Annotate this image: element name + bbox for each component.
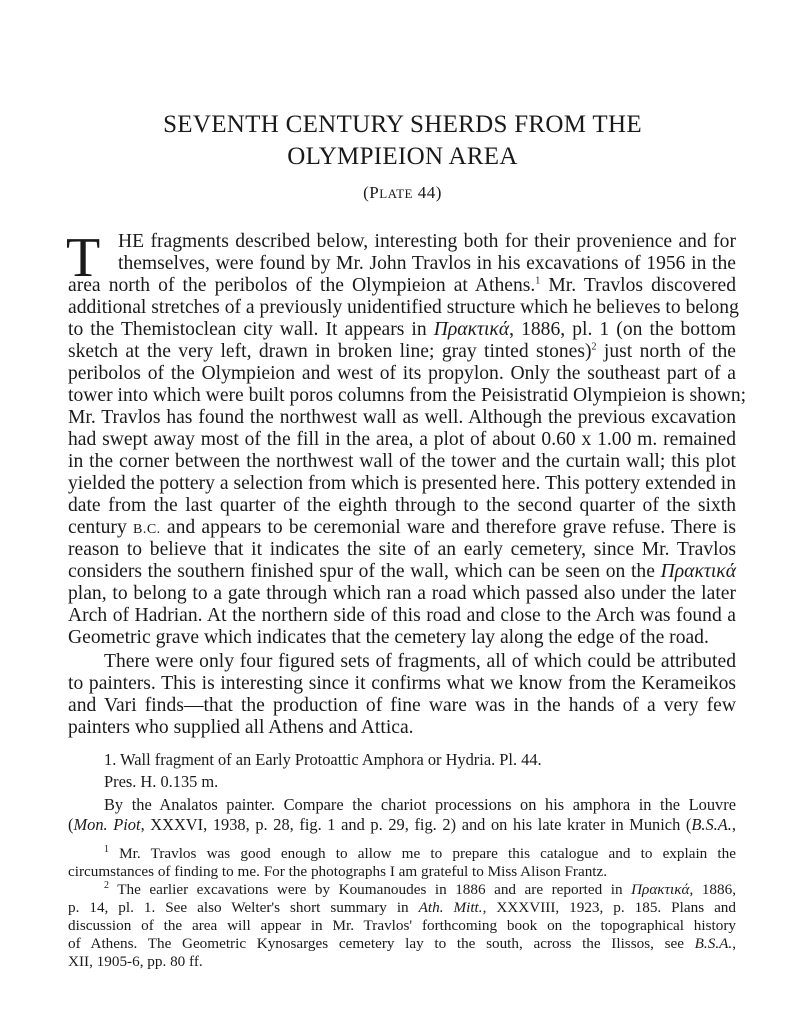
- journal-title: B.S.A.: [694, 935, 733, 952]
- text-run: of Athens. The Geometric Kynosarges cemetery lay to the south, across the Ilissos, see: [68, 935, 695, 952]
- greek-citation: Πρακτικά: [660, 561, 736, 582]
- plate-open: (P: [363, 183, 380, 202]
- era-abbrev: B.C.: [132, 522, 161, 537]
- text-run: ,: [731, 815, 736, 834]
- catalogue-item: 1. Wall fragment of an Early Protoattic Amphora or Hydria. Pl. 44.: [104, 750, 542, 769]
- catalogue-dimension: Pres. H. 0.135 m.: [104, 772, 219, 791]
- body-line: yielded the pottery a selection from which is presented here. This pottery extended in: [68, 473, 736, 494]
- body-line: additional stretches of a previously unidentified structure which he believes to belong: [68, 297, 739, 318]
- body-line: date from the last quarter of the eighth through to the second quarter of the sixth: [68, 495, 736, 516]
- body-line: had swept away most of the fill in the area, a plot of about 0.60 x 1.00 m. remained: [68, 429, 736, 450]
- journal-title: B.S.A.: [691, 815, 732, 834]
- catalogue-line: By the Analatos painter. Compare the chariot processions on his amphora in the Louvre: [104, 795, 736, 814]
- text-run: Mr. Travlos was good enough to allow me to prepare this catalogue and to explain the: [109, 845, 736, 862]
- body-line: [68, 319, 736, 341]
- footnote-ref[interactable]: 1: [535, 275, 541, 287]
- footnote-line: [104, 881, 736, 899]
- footnote-line: discussion of the area will appear in Mr. Travlos' forthcoming book on the topographical history: [68, 917, 736, 934]
- body-line: in the corner between the northwest wall of the tower and the curtain wall; this plot: [68, 451, 736, 472]
- text-run: , XXXVIII, 1923, p. 185. Plans and: [482, 899, 736, 916]
- body-line: Arch of Hadrian. At the northern side of this road and close to the Arch was found a: [68, 605, 736, 626]
- text-run: , 1886, pl. 1 (on the bottom: [509, 319, 736, 340]
- greek-citation: Πρακτικά: [631, 881, 690, 898]
- body-line: Geometric grave which indicates that the cemetery lay along the edge of the road.: [68, 627, 709, 648]
- body-line: reason to believe that it indicates the site of an early cemetery, since Mr. Travlos: [68, 539, 736, 560]
- body-line: [68, 275, 736, 297]
- page-title-line-2: OLYMPIEION AREA: [287, 143, 518, 170]
- body-line: [68, 517, 736, 541]
- text-run: , XXXVI, 1938, p. 28, fig. 1 and p. 29, fig. 2) and on his late krater in Munich (: [140, 815, 692, 834]
- body-line: and Vari finds—that the production of fine ware was in the hands of a very few: [68, 695, 736, 716]
- footnote-marker: 2: [104, 879, 109, 891]
- footnote-marker: 1: [104, 843, 109, 855]
- footnote-line: [68, 935, 736, 953]
- plate-reference: [0, 183, 805, 203]
- text-run: Mr. Travlos discovered: [540, 275, 737, 296]
- footnote-line: [104, 845, 736, 863]
- text-run: sketch at the very left, drawn in broken line; gray tinted stones): [68, 341, 592, 362]
- body-line: Mr. Travlos has found the northwest wall as well. Although the previous excavation: [68, 407, 736, 428]
- text-run: , 1886,: [689, 881, 736, 898]
- body-line: [68, 561, 736, 583]
- body-line: There were only four figured sets of fragments, all of which could be attributed: [104, 651, 736, 672]
- text-run: and appears to be ceremonial ware and therefore grave refuse. There is: [160, 517, 736, 538]
- text-run: (: [68, 815, 74, 834]
- text-run: p. 14, pl. 1. See also Welter's short summary in: [68, 899, 419, 916]
- text-run: century: [68, 517, 133, 538]
- text-run: The earlier excavations were by Koumanoudes in 1886 and are reported in: [109, 881, 632, 898]
- footnote-line: XII, 1905-6, pp. 80 ff.: [68, 953, 203, 970]
- footnote-line: [68, 899, 736, 917]
- text-run: just north of the: [596, 341, 736, 362]
- footnote-line: circumstances of finding to me. For the photographs I am grateful to Miss Alison Frantz.: [68, 863, 608, 880]
- catalogue-line: [68, 815, 736, 835]
- body-line: HE fragments described below, interesting both for their provenience and for: [118, 231, 736, 252]
- journal-title: Ath. Mitt.: [418, 899, 483, 916]
- drop-cap: T: [66, 227, 101, 289]
- text-run: ,: [732, 935, 736, 952]
- body-line: plan, to belong to a gate through which ran a road which passed also under the later: [68, 583, 736, 604]
- plate-smallcaps: LATE: [379, 186, 413, 201]
- text-run: considers the southern finished spur of the wall, which can be seen on the: [68, 561, 661, 582]
- plate-number: 44): [412, 183, 442, 202]
- page-title-line-1: SEVENTH CENTURY SHERDS FROM THE: [163, 111, 642, 138]
- body-line: [68, 341, 736, 363]
- body-line: to painters. This is interesting since it confirms what we know from the Kerameikos: [68, 673, 736, 694]
- body-line: themselves, were found by Mr. John Travlos in his excavations of 1956 in the: [118, 253, 736, 274]
- journal-title: Mon. Piot: [73, 815, 141, 834]
- body-line: painters who supplied all Athens and Attica.: [68, 717, 414, 738]
- text-run: to the Themistoclean city wall. It appears in: [68, 319, 434, 340]
- footnote-ref[interactable]: 2: [591, 341, 597, 353]
- text-run: area north of the peribolos of the Olympieion at Athens.: [68, 275, 536, 296]
- body-line: peribolos of the Olympieion and west of its propylon. Only the southeast part of a: [68, 363, 736, 384]
- body-line: tower into which were built poros columns from the Peisistratid Olympieion is shown;: [68, 385, 747, 406]
- greek-citation: Πρακτικά: [433, 319, 510, 340]
